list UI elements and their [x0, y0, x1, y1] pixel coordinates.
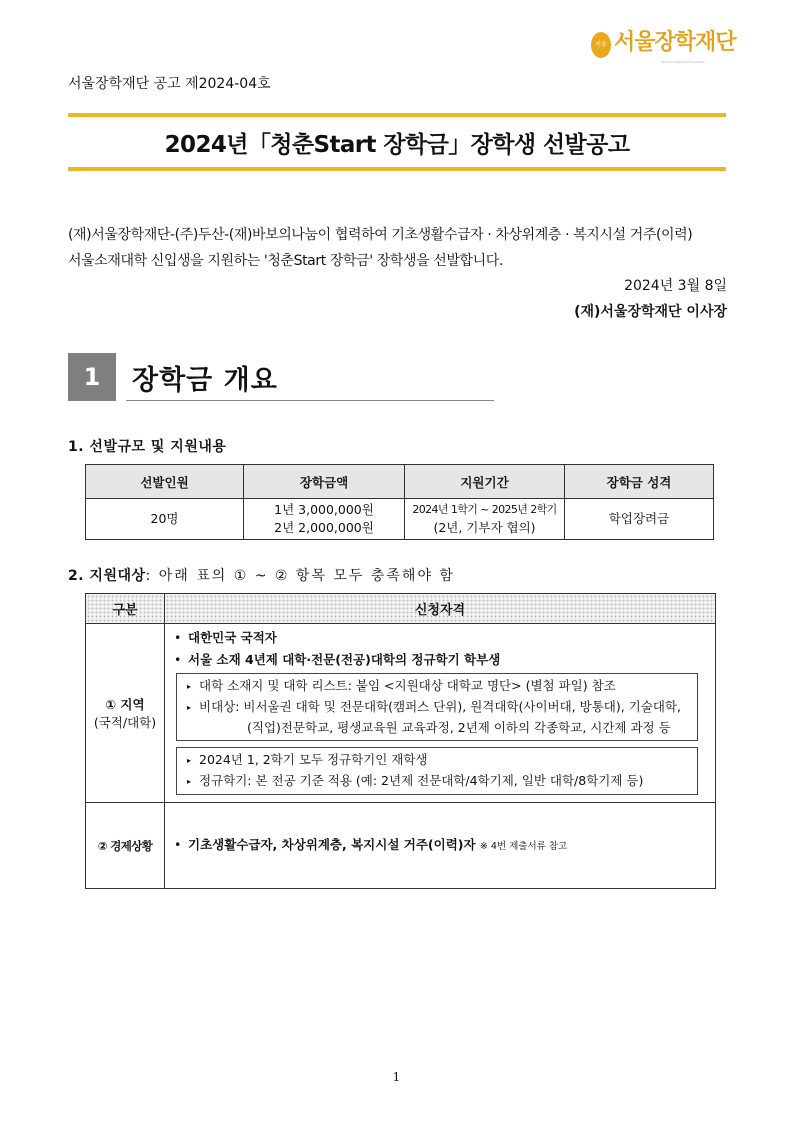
bullet-university: 서울 소재 4년제 대학·전문(전공)대학의 정규학기 학부생 [188, 652, 501, 667]
subsection-1-heading: 1. 선발규모 및 지원내용 [68, 439, 227, 455]
triangle-bullet-icon: ▸ [187, 703, 192, 712]
regular-semester-note: 정규학기: 본 전공 기준 적용 (예: 2년제 전문대학/4학기제, 일반 대학/8학기제 등) [199, 773, 644, 788]
intro-line-2: 서울소재대학 신입생을 지원하는 '청춘Start 장학금' 장학생을 선발합니다. [68, 253, 503, 269]
list-item [187, 750, 697, 771]
title-bottom-rule [68, 167, 726, 171]
list-item [187, 771, 697, 792]
semester-note: 2024년 1, 2학기 모두 정규학기인 재학생 [199, 752, 428, 767]
cell-count: 20명 [86, 499, 244, 540]
economic-criteria-cell [165, 803, 716, 889]
period-range: 2024년 1학기 ~ 2025년 2학기 [412, 503, 557, 516]
table-header-row [86, 465, 714, 499]
list-item [187, 697, 697, 718]
subsection-2-title: 2. 지원대상 [68, 568, 146, 584]
logo-seal-icon: 서울 [591, 32, 611, 58]
list-item: • 대한민국 국적자 [174, 630, 277, 645]
eligibility-table [85, 593, 716, 889]
intro-line-1: (재)서울장학재단-(주)두산-(재)바보의나눔이 협력하여 기초생활수급자 · 차상위계층 · 복지시설 거주(이력) [68, 227, 693, 243]
section-underline [126, 400, 494, 401]
table-row-economic [86, 803, 716, 889]
announcement-number: 서울장학재단 공고 제2024-04호 [68, 76, 271, 92]
issuer: (재)서울장학재단 이사장 [574, 304, 727, 320]
announcement-date: 2024년 3월 8일 [624, 278, 727, 294]
table-row [86, 499, 714, 540]
region-sublabel: (국적/대학) [93, 715, 157, 730]
list-item [187, 718, 697, 738]
list-item [187, 676, 697, 697]
triangle-bullet-icon: ▸ [187, 756, 192, 765]
economic-label: ② 경제상황 [86, 803, 165, 889]
section-number: 1 [68, 353, 116, 401]
table-header-row [86, 594, 716, 624]
cell-amount [244, 499, 405, 540]
header-amount: 장학금액 [244, 465, 405, 499]
list-item: • 서울 소재 4년제 대학·전문(전공)대학의 정규학기 학부생 [174, 652, 501, 667]
economic-bullet: 기초생활수급자, 차상위계층, 복지시설 거주(이력)자 [188, 836, 476, 852]
logo-name: 서울장학재단 [614, 30, 736, 55]
excluded-note: 비대상: 비서울권 대학 및 전문대학(캠퍼스 단위), 원격대학(사이버대, 방통대), 기술대학, [199, 699, 681, 714]
amount-year-1: 1년 3,000,000원 [274, 502, 374, 517]
header-period: 지원기간 [405, 465, 565, 499]
foundation-logo [591, 28, 736, 68]
header-category: 구분 [86, 594, 165, 624]
period-note: (2년, 기부자 협의) [433, 520, 536, 535]
region-label-cell [86, 624, 165, 803]
excluded-note-cont: (직업)전문학교, 평생교육원 교육과정, 2년제 이하의 각종학교, 시간제 과정 등 [247, 720, 671, 735]
header-nature: 장학금 성격 [565, 465, 714, 499]
bullet-nationality: 대한민국 국적자 [188, 630, 277, 645]
cell-period [405, 499, 565, 540]
economic-note: ※ 4번 제출서류 참고 [479, 840, 568, 852]
amount-year-2: 2년 2,000,000원 [274, 520, 374, 535]
page-number: 1 [392, 1070, 401, 1084]
triangle-bullet-icon: ▸ [187, 777, 192, 786]
semester-detail-box [176, 747, 698, 795]
scholarship-summary-table [85, 464, 714, 540]
list-item: • 기초생활수급자, 차상위계층, 복지시설 거주(이력)자 ※ 4번 제출서류 참고 [174, 836, 568, 852]
logo-tagline: Seoul Scholarship Foundation [661, 60, 706, 64]
table-row-region [86, 624, 716, 803]
header-count: 선발인원 [86, 465, 244, 499]
cell-nature: 학업장려금 [565, 499, 714, 540]
section-title: 장학금 개요 [132, 365, 278, 396]
subsection-2-condition: : 아래 표의 ① ~ ② 항목 모두 충족해야 함 [145, 568, 455, 584]
page-title: 2024년「청춘Start 장학금」장학생 선발공고 [164, 132, 630, 158]
university-list-note: 대학 소재지 및 대학 리스트: 붙임 <지원대상 대학교 명단> (별첨 파일) 참조 [199, 678, 616, 693]
header-qualification: 신청자격 [165, 594, 716, 624]
university-detail-box [176, 673, 698, 741]
triangle-bullet-icon: ▸ [187, 682, 192, 691]
region-criteria-cell [165, 624, 716, 803]
title-top-rule [68, 113, 726, 117]
subsection-2-heading [68, 565, 455, 585]
region-label: ① 지역 [105, 697, 145, 712]
